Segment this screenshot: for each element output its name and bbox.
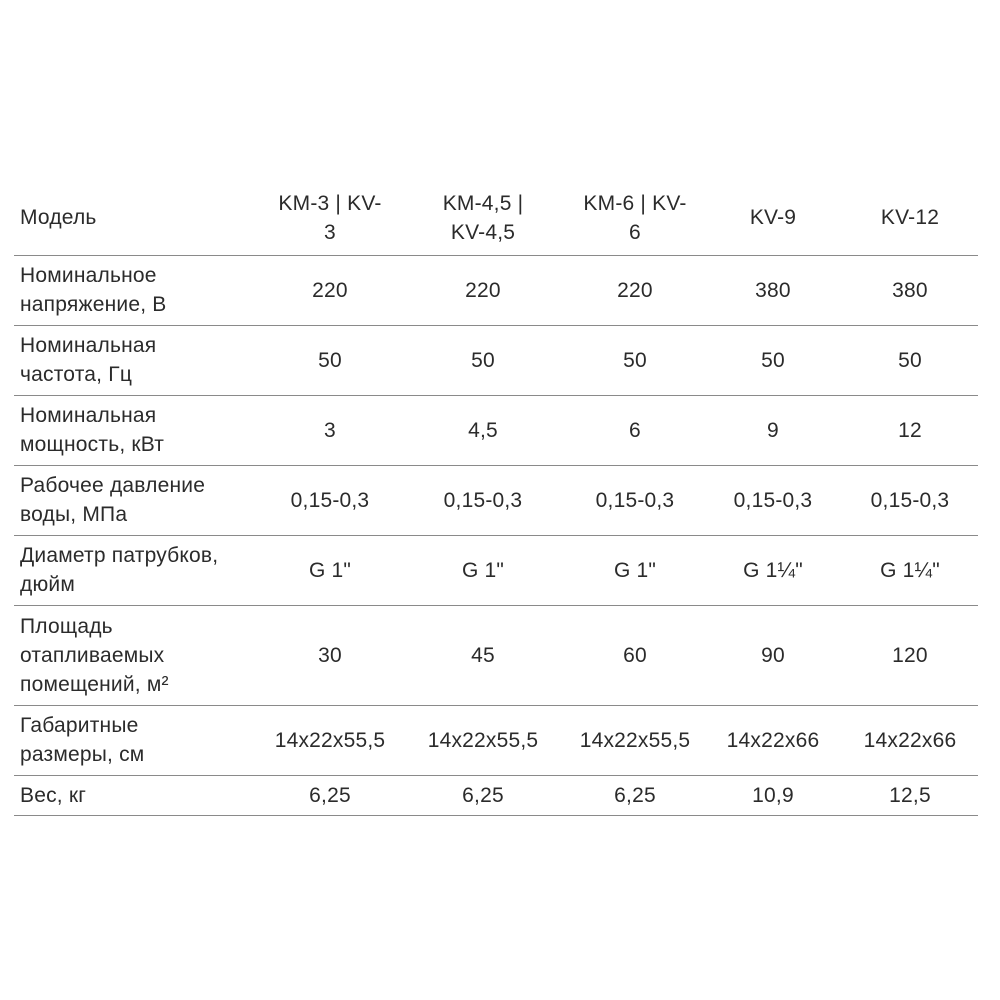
model-header: KM-3 | KV- 3 [260, 181, 400, 255]
table-cell: 220 [400, 255, 566, 325]
table-cell: 12,5 [842, 775, 978, 815]
row-label: Диаметр патрубков, дюйм [14, 535, 260, 605]
model-header: KV-9 [704, 181, 842, 255]
table-cell: 12 [842, 395, 978, 465]
model-header: KM-4,5 | KV-4,5 [400, 181, 566, 255]
table-row [14, 395, 978, 465]
table-cell: 0,15-0,3 [260, 465, 400, 535]
table-row [14, 775, 978, 815]
table-cell: G 1" [400, 535, 566, 605]
table-cell: 380 [842, 255, 978, 325]
table-cell: 220 [566, 255, 704, 325]
table-cell: 50 [842, 325, 978, 395]
table-cell: 14x22x55,5 [400, 705, 566, 775]
table-cell: 0,15-0,3 [566, 465, 704, 535]
table-cell: 6,25 [260, 775, 400, 815]
table-cell: 380 [704, 255, 842, 325]
table-cell: 90 [704, 605, 842, 705]
row-label: Номинальная мощность, кВт [14, 395, 260, 465]
row-label: Рабочее давление воды, МПа [14, 465, 260, 535]
table-cell: 4,5 [400, 395, 566, 465]
table-cell: 0,15-0,3 [842, 465, 978, 535]
table-cell: 6,25 [400, 775, 566, 815]
table-cell: G 1¼" [842, 535, 978, 605]
table-cell: 30 [260, 605, 400, 705]
table-cell: 9 [704, 395, 842, 465]
table-row [14, 325, 978, 395]
table-cell: G 1¼" [704, 535, 842, 605]
table-cell: 50 [260, 325, 400, 395]
table-cell: 0,15-0,3 [400, 465, 566, 535]
table-cell: 0,15-0,3 [704, 465, 842, 535]
table-cell: G 1" [260, 535, 400, 605]
table-cell: 45 [400, 605, 566, 705]
table-cell: 10,9 [704, 775, 842, 815]
table-row [14, 605, 978, 705]
table-cell: 3 [260, 395, 400, 465]
table-cell: 6 [566, 395, 704, 465]
row-label: Вес, кг [14, 775, 260, 815]
header-row [14, 181, 978, 255]
table-cell: 6,25 [566, 775, 704, 815]
header-label: Модель [14, 181, 260, 255]
table-cell: 14x22x66 [842, 705, 978, 775]
row-label: Номинальная частота, Гц [14, 325, 260, 395]
table-cell: 60 [566, 605, 704, 705]
table-row [14, 535, 978, 605]
table-row [14, 255, 978, 325]
table-cell: 50 [400, 325, 566, 395]
table-cell: G 1" [566, 535, 704, 605]
table-cell: 14x22x55,5 [260, 705, 400, 775]
spec-table [14, 181, 978, 816]
row-label: Площадь отапливаемых помещений, м² [14, 605, 260, 705]
table-cell: 220 [260, 255, 400, 325]
row-label: Номинальное напряжение, В [14, 255, 260, 325]
table-cell: 50 [704, 325, 842, 395]
table-cell: 14x22x55,5 [566, 705, 704, 775]
table-cell: 14x22x66 [704, 705, 842, 775]
table-row [14, 465, 978, 535]
table-cell: 50 [566, 325, 704, 395]
model-header: KM-6 | KV- 6 [566, 181, 704, 255]
model-header: KV-12 [842, 181, 978, 255]
row-label: Габаритные размеры, см [14, 705, 260, 775]
table-cell: 120 [842, 605, 978, 705]
table-row [14, 705, 978, 775]
